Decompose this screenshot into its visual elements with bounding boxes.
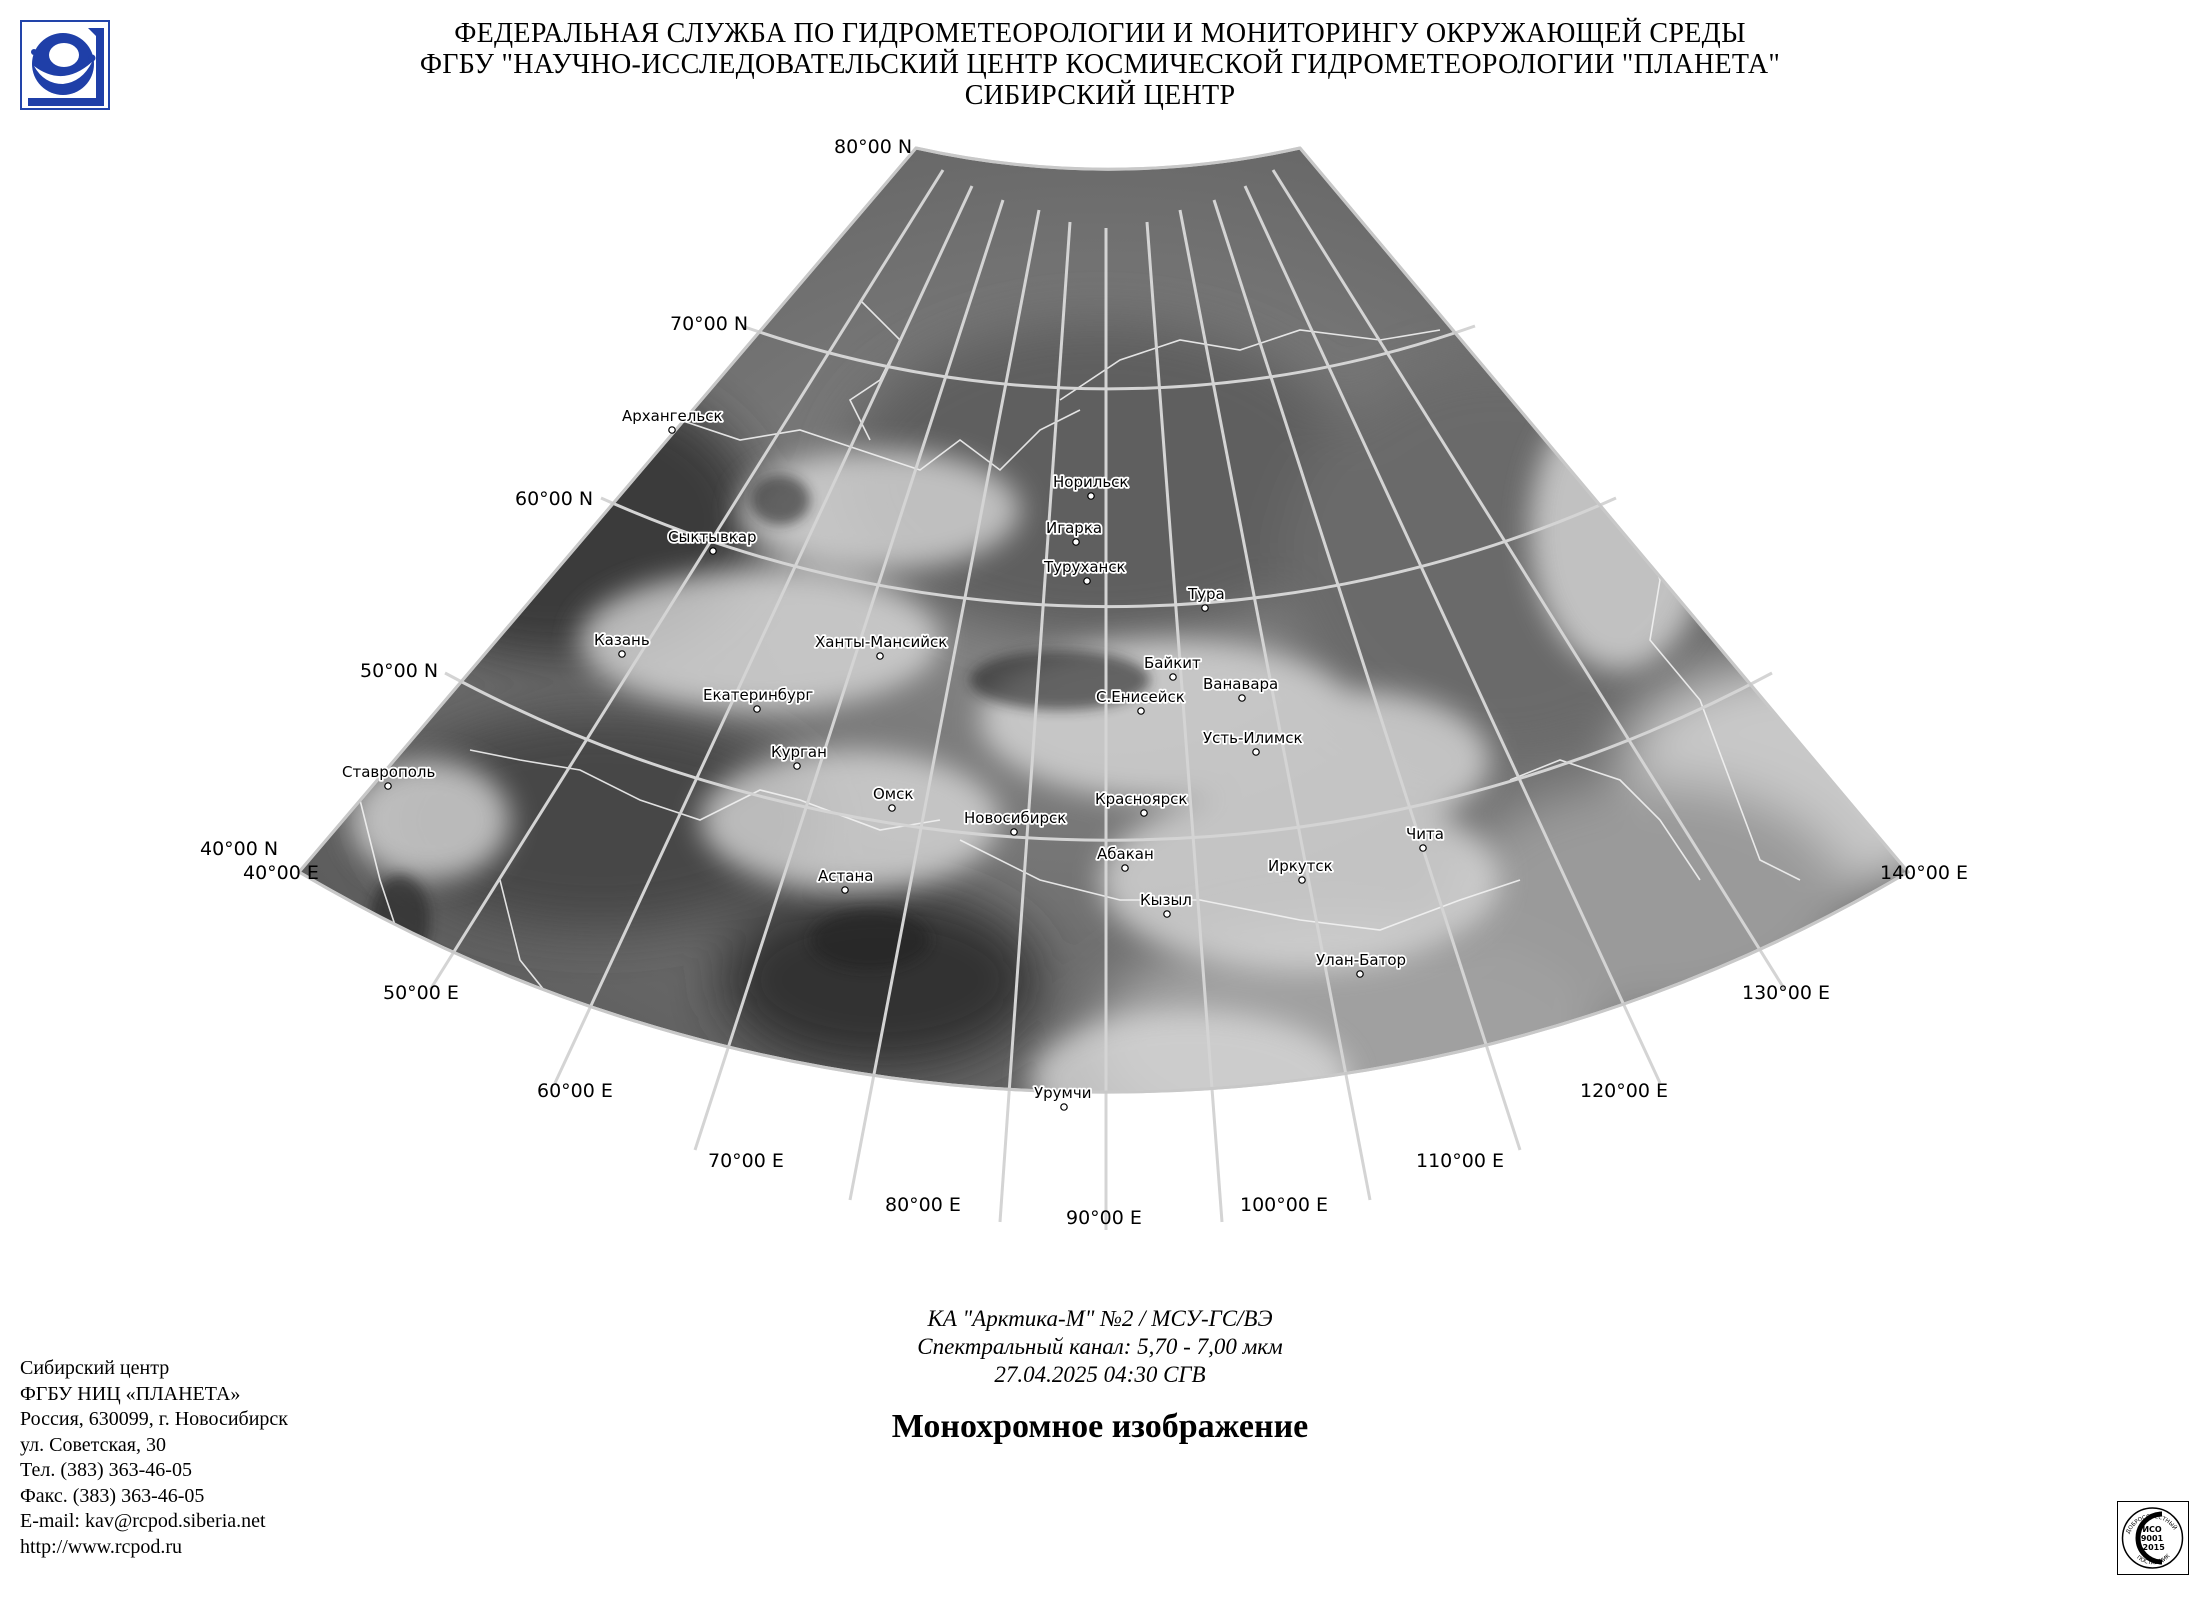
- contact-address2: ул. Советская, 30: [20, 1433, 166, 1456]
- city-dot: [619, 651, 625, 657]
- iso-line-1: ИСО: [2142, 1525, 2162, 1534]
- image-title: Монохромное изображение: [891, 1408, 1309, 1445]
- city-dot: [877, 653, 883, 659]
- city-label: Ставрополь: [342, 763, 436, 781]
- city-dot: [1073, 539, 1079, 545]
- city-label: Красноярск: [1095, 790, 1188, 808]
- city-dot: [1420, 845, 1426, 851]
- city-dot: [1299, 877, 1305, 883]
- city-label: Игарка: [1046, 519, 1103, 537]
- lon-label-120: 120°00 E: [1580, 1080, 1668, 1102]
- city-dot: [754, 706, 760, 712]
- city-dot: [1253, 749, 1259, 755]
- city-label: Улан-Батор: [1316, 951, 1407, 969]
- contact-org2: ФГБУ НИЦ «ПЛАНЕТА»: [20, 1382, 241, 1405]
- contact-email: E-mail: kav@rcpod.siberia.net: [20, 1510, 266, 1532]
- city-label: Чита: [1406, 825, 1444, 843]
- city-label: Кызыл: [1140, 891, 1192, 909]
- city-label: Астана: [818, 867, 874, 885]
- city-label: Урумчи: [1034, 1084, 1092, 1102]
- city-dot: [1011, 829, 1017, 835]
- header-line-3: СИБИРСКИЙ ЦЕНТР: [964, 80, 1236, 111]
- city-dot: [1141, 810, 1147, 816]
- lon-label-80: 80°00 E: [885, 1194, 961, 1216]
- city-dot: [1084, 578, 1090, 584]
- iso-badge-icon: [2117, 1501, 2189, 1575]
- lat-label-80: 80°00 N: [834, 136, 913, 158]
- lat-label-40: 40°00 N: [200, 838, 279, 860]
- iso-arc-bottom: ПОСТАВЩИК: [2135, 1553, 2172, 1567]
- lon-label-110: 110°00 E: [1416, 1150, 1504, 1172]
- city-dot: [1239, 695, 1245, 701]
- city-label: Екатеринбург: [703, 686, 814, 704]
- city-label: Туруханск: [1044, 558, 1126, 576]
- lon-label-140: 140°00 E: [1880, 862, 1968, 884]
- header-line-2: ФГБУ "НАУЧНО-ИССЛЕДОВАТЕЛЬСКИЙ ЦЕНТР КОСМИЧЕСКОЙ ГИДРОМЕТЕОРОЛОГИИ "ПЛАНЕТА": [419, 49, 1781, 80]
- city-label: Сыктывкар: [668, 528, 757, 546]
- city-label: Ханты-Мансийск: [815, 633, 948, 651]
- lat-label-50: 50°00 N: [360, 660, 439, 682]
- image-info: [600, 1305, 1600, 1389]
- city-dot: [1170, 674, 1176, 680]
- city-dot: [889, 805, 895, 811]
- city-dot: [1164, 911, 1170, 917]
- city-label: Норильск: [1053, 473, 1129, 491]
- lon-label-90: 90°00 E: [1066, 1207, 1142, 1229]
- city-dot: [710, 548, 716, 554]
- contacts: [20, 1356, 288, 1560]
- city-label: Абакан: [1097, 845, 1154, 863]
- city-label: Омск: [873, 785, 914, 803]
- iso-arc-top: ДОБРОСОВЕСТНЫЙ: [2125, 1513, 2178, 1535]
- header-line-1: ФЕДЕРАЛЬНАЯ СЛУЖБА ПО ГИДРОМЕТЕОРОЛОГИИ И МОНИТОРИНГУ ОКРУЖАЮЩЕЙ СРЕДЫ: [454, 18, 1746, 49]
- contact-phone: Тел. (383) 363-46-05: [20, 1459, 192, 1481]
- spectral-channel: Спектральный канал: 5,70 - 7,00 мкм: [917, 1334, 1283, 1359]
- city-label: С.Енисейск: [1096, 688, 1185, 706]
- city-dot: [669, 427, 675, 433]
- satellite-instrument: КА "Арктика-М" №2 / МСУ-ГС/ВЭ: [927, 1306, 1273, 1331]
- city-label: Архангельск: [622, 407, 723, 425]
- lon-label-40: 40°00 E: [243, 862, 319, 884]
- city-dot: [1138, 708, 1144, 714]
- city-dot: [842, 887, 848, 893]
- contact-org: Сибирский центр: [20, 1357, 170, 1379]
- city-dot: [1357, 971, 1363, 977]
- lon-label-70: 70°00 E: [708, 1150, 784, 1172]
- city-label: Байкит: [1144, 654, 1201, 672]
- lat-label-70: 70°00 N: [670, 313, 749, 335]
- city-dot: [794, 763, 800, 769]
- image-datetime: 27.04.2025 04:30 СГВ: [994, 1362, 1206, 1387]
- lon-label-50: 50°00 E: [383, 982, 459, 1004]
- contact-address1: Россия, 630099, г. Новосибирск: [20, 1408, 289, 1430]
- lat-label-60: 60°00 N: [515, 488, 594, 510]
- lon-label-100: 100°00 E: [1240, 1194, 1328, 1216]
- iso-line-3: -2015: [2139, 1543, 2165, 1552]
- city-label: Иркутск: [1268, 857, 1333, 875]
- lon-label-60: 60°00 E: [537, 1080, 613, 1102]
- city-dot: [1088, 493, 1094, 499]
- iso-line-2: 9001: [2140, 1534, 2164, 1543]
- city-label: Курган: [771, 743, 827, 761]
- city-label: Усть-Илимск: [1203, 729, 1303, 747]
- contact-web: http://www.rcpod.ru: [20, 1535, 183, 1558]
- city-dot: [1061, 1104, 1067, 1110]
- city-label: Новосибирск: [964, 809, 1067, 827]
- city-dot: [385, 783, 391, 789]
- city-label: Ванавара: [1203, 675, 1279, 693]
- city-dot: [1122, 865, 1128, 871]
- lon-label-130: 130°00 E: [1742, 982, 1830, 1004]
- city-label: Тура: [1188, 585, 1225, 603]
- contact-fax: Факс. (383) 363-46-05: [20, 1484, 205, 1507]
- city-label: Казань: [594, 631, 650, 649]
- city-dot: [1202, 605, 1208, 611]
